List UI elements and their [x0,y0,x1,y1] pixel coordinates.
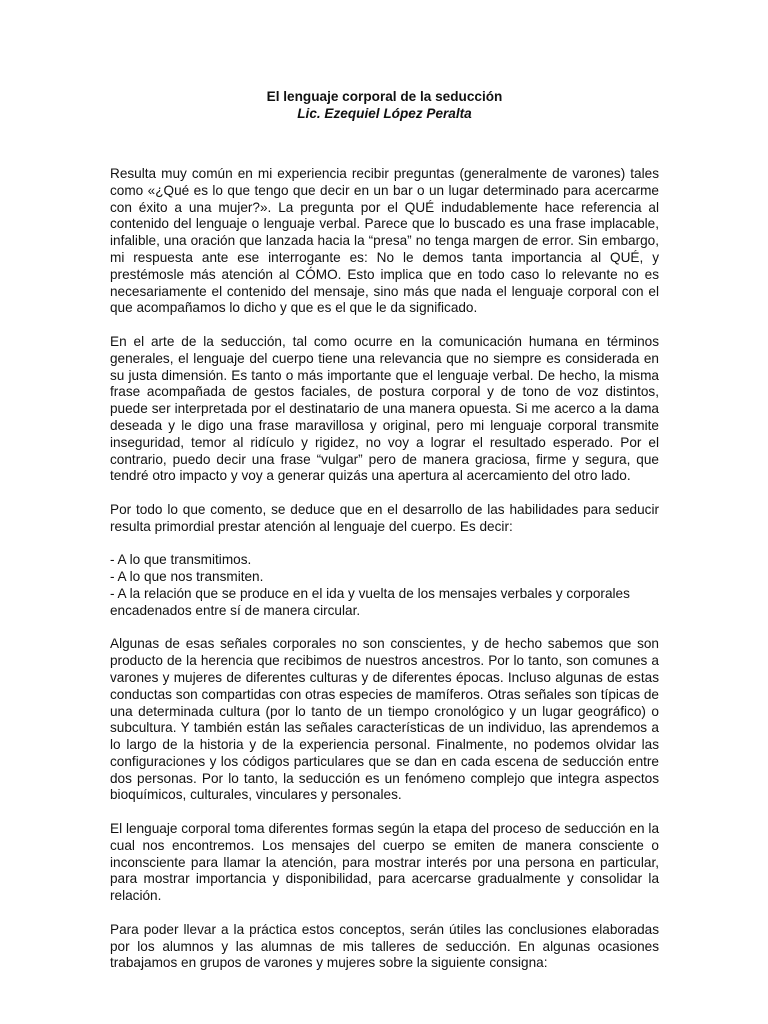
document-page [110,88,659,989]
list-item: - A la relación que se produce en el ida y vuelta de los mensajes verbales y corporales encadenados entre sí de manera circular. [110,585,630,618]
paragraph: Para poder llevar a la práctica estos conceptos, serán útiles las conclusiones elaboradas por los alumnos y las alumnas de mis talleres de seducción. En algunas ocasiones trabajamos en grupos de varones y mujeres sobre la siguiente consigna: [110,921,659,971]
title-block [110,88,659,122]
paragraph: Algunas de esas señales corporales no son conscientes, y de hecho sabemos que son producto de la herencia que recibimos de nuestros ancestros. Por lo tanto, son comunes a varones y mujeres de diferentes culturas y de diferentes épocas. Incluso algunas de estas conductas son compartidas con otras especies de mamíferos. Otras señales son típicas de una determinada cultura (por lo tanto de un tiempo cronológico y un lugar geográfico) o subcultura. Y también están las señales características de un individuo, las aprendemos a lo largo de la historia y de la experiencia personal. Finalmente, no podemos olvidar las configuraciones y los códigos particulares que se dan en cada escena de seducción entre dos personas. Por lo tanto, la seducción es un fenómeno complejo que integra aspectos bioquímicos, culturales, vinculares y personales. [110,636,659,803]
paragraph: El lenguaje corporal toma diferentes formas según la etapa del proceso de seducción en la cual nos encontremos. Los mensajes del cuerpo se emiten de manera consciente o inconsciente para llamar la atención, para mostrar interés por una persona en particular, para mostrar importancia y disponibilidad, para acercarse gradualmente y consolidar la relación. [110,821,659,904]
paragraph: Por todo lo que comento, se deduce que en el desarrollo de las habilidades para seducir resulta primordial prestar atención al lenguaje del cuerpo. Es decir: [110,501,659,534]
document-body [110,166,659,972]
document-title: El lenguaje corporal de la seducción [266,89,503,104]
bullet-list [110,552,659,619]
document-author: Lic. Ezequiel López Peralta [297,106,472,121]
paragraph: En el arte de la seducción, tal como ocurre en la comunicación humana en términos generales, el lenguaje del cuerpo tiene una relevancia que no siempre es considerada en su justa dimensión. Es tanto o más importante que el lenguaje verbal. De hecho, la misma frase acompañada de gestos faciales, de postura corporal y de tono de voz distintos, puede ser interpretada por el destinatario de una manera opuesta. Si me acerco a la dama deseada y le digo una frase maravillosa y original, pero mi lenguaje corporal transmite inseguridad, temor al ridículo y rigidez, no voy a lograr el resultado esperado. Por el contrario, puedo decir una frase “vulgar” pero de manera graciosa, firme y segura, que tendré otro impacto y voy a generar quizás una apertura al acercamiento del otro lado. [110,333,659,484]
list-item: - A lo que nos transmiten. [110,569,264,585]
list-item: - A lo que transmitimos. [110,552,252,568]
paragraph: Resulta muy común en mi experiencia recibir preguntas (generalmente de varones) tales como «¿Qué es lo que tengo que decir en un bar o un lugar determinado para acercarme con éxito a una mujer?». La pregunta por el QUÉ indudablemente hace referencia al contenido del lenguaje o lenguaje verbal. Parece que lo buscado es una frase implacable, infalible, una oración que lanzada hacia la “presa” no tenga margen de error. Sin embargo, mi respuesta ante ese interrogante es: No le demos tanta importancia al QUÉ, y prestémosle más atención al CÓMO. Esto implica que en todo caso lo relevante no es necesariamente el contenido del mensaje, sino más que nada el lenguaje corporal con el que acompañamos lo dicho y que es el que le da significado. [110,166,659,316]
